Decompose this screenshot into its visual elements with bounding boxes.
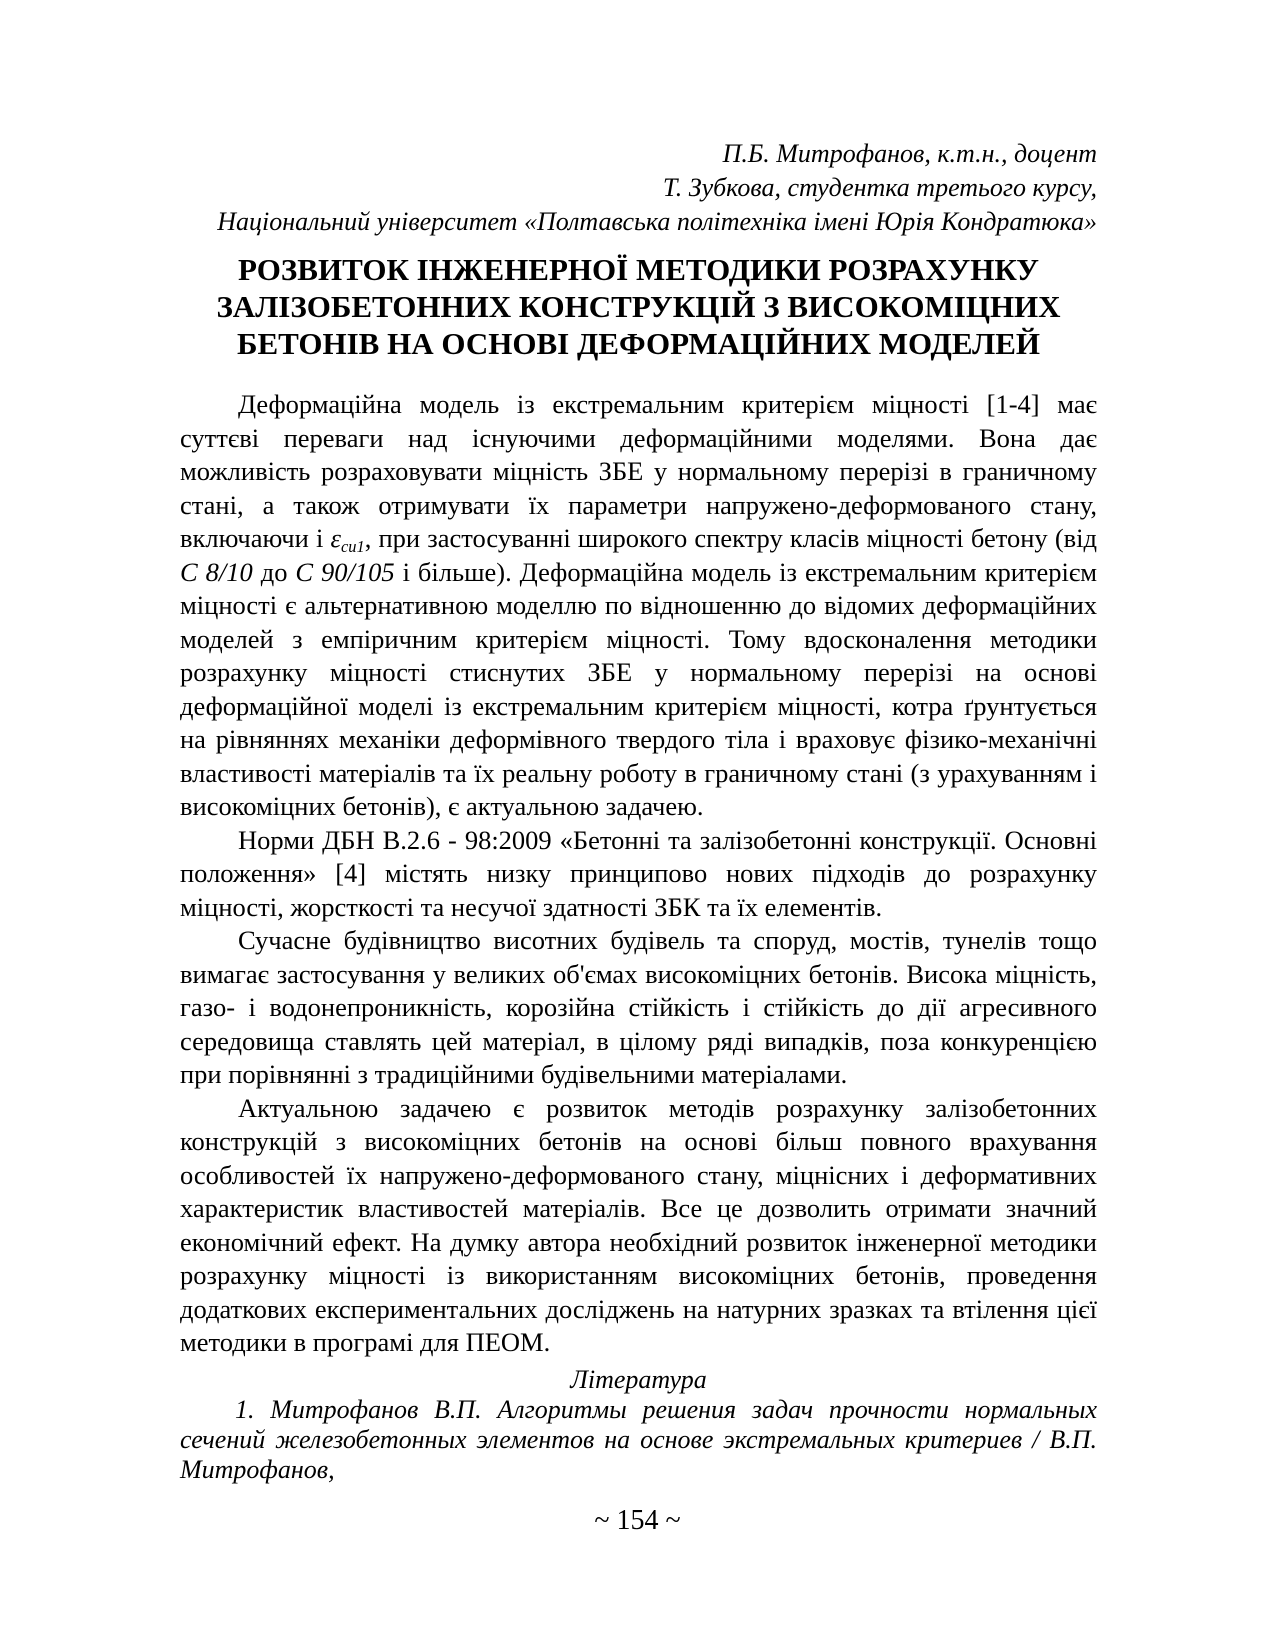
paragraph: Актуальною задачею є розвиток методів розрахунку залізобетонних конструкцій з високоміцних бетонів на основі більш повного врахування особливостей їх напружено-деформованого стану, міцнісних і деформативних характеристик властивостей матеріалів. Все це дозволить отримати значний економічний ефект. На думку автора необхідний розвиток інженерної методики розрахунку міцності із використанням високоміцних бетонів, проведення додаткових експериментальних досліджень на натурних зразках та втілення цієї методики в програмі для ПЕОМ. (180, 1092, 1097, 1357)
paragraph: Норми ДБН В.2.6 - 98:2009 «Бетонні та залізобетонні конструкції. Основні положення» [4] містять низку принципово нових підходів до розрахунку міцності, жорсткості та несучої здатності ЗБК та їх елементів. (180, 824, 1097, 922)
page-number: ~ 154 ~ (594, 1505, 681, 1536)
page-title (180, 251, 1097, 362)
author-line-1: П.Б. Митрофанов, к.т.н., доцент (722, 139, 1097, 168)
title-line-3: БЕТОНІВ НА ОСНОВІ ДЕФОРМАЦІЙНИХ МОДЕЛЕЙ (236, 326, 1041, 361)
author-block (180, 137, 1097, 239)
paragraph: Деформаційна модель із екстремальним критерієм міцності [1-4] має суттєві переваги над існуючими деформаційними моделями. Вона дає можливість розраховувати міцність ЗБЕ у нормальному перерізі в граничному стані, а також отримувати їх параметри напружено-деформованого стану, включаючи і $\varepsilon_{cu1}$, при застосуванні широкого спектру класів міцності бетону (від C 8/10 до C 90/105 і більше). Деформаційна модель із екстремальним критерієм міцності є альтернативною моделлю по відношенню до відомих деформаційних моделей з емпіричним критерієм міцності. Тому вдосконалення методики розрахунку міцності стиснутих ЗБЕ у нормальному перерізі на основі деформаційної моделі із екстремальним критерієм міцності, котра ґрунтується на рівняннях механіки деформівного твердого тіла і враховує фізико-механічні властивості матеріалів та їх реальну роботу в граничному стані (з урахуванням і високоміцних бетонів), є актуальною задачею. (180, 389, 1097, 821)
paragraph: Сучасне будівництво висотних будівель та споруд, мостів, тунелів тощо вимагає застосування у великих об'ємах високоміцних бетонів. Висока міцність, газо- і водонепроникність, корозійна стійкість і стійкість до дії агресивного середовища ставлять цей матеріал, в цілому ряді випадків, поза конкуренцією при порівнянні з традиційними будівельними матеріалами. (180, 925, 1097, 1089)
reference-list (180, 1395, 1097, 1485)
title-line-2: ЗАЛІЗОБЕТОННИХ КОНСТРУКЦІЙ З ВИСОКОМІЦНИХ (216, 289, 1061, 324)
inline-math-subscript: cu1 (340, 536, 365, 556)
inline-math: C 8/10 (180, 556, 253, 587)
inline-math: ε (330, 523, 341, 553)
inline-math: C 90/105 (295, 556, 395, 587)
title-line-1: РОЗВИТОК ІНЖЕНЕРНОЇ МЕТОДИКИ РОЗРАХУНКУ (238, 252, 1039, 287)
author-line-2: Т. Зубкова, студентка третього курсу, (662, 173, 1097, 202)
literature-heading: Література (570, 1364, 707, 1394)
article-body (180, 388, 1097, 1360)
affiliation-line: Національний університет «Полтавська політехніка імені Юрія Кондратюка» (217, 207, 1097, 236)
reference-item: 1. Митрофанов В.П. Алгоритмы решения задач прочности нормальных сечений железобетонных элементов на основе экстремальных критериев / В.П. Митрофанов, (180, 1394, 1097, 1484)
